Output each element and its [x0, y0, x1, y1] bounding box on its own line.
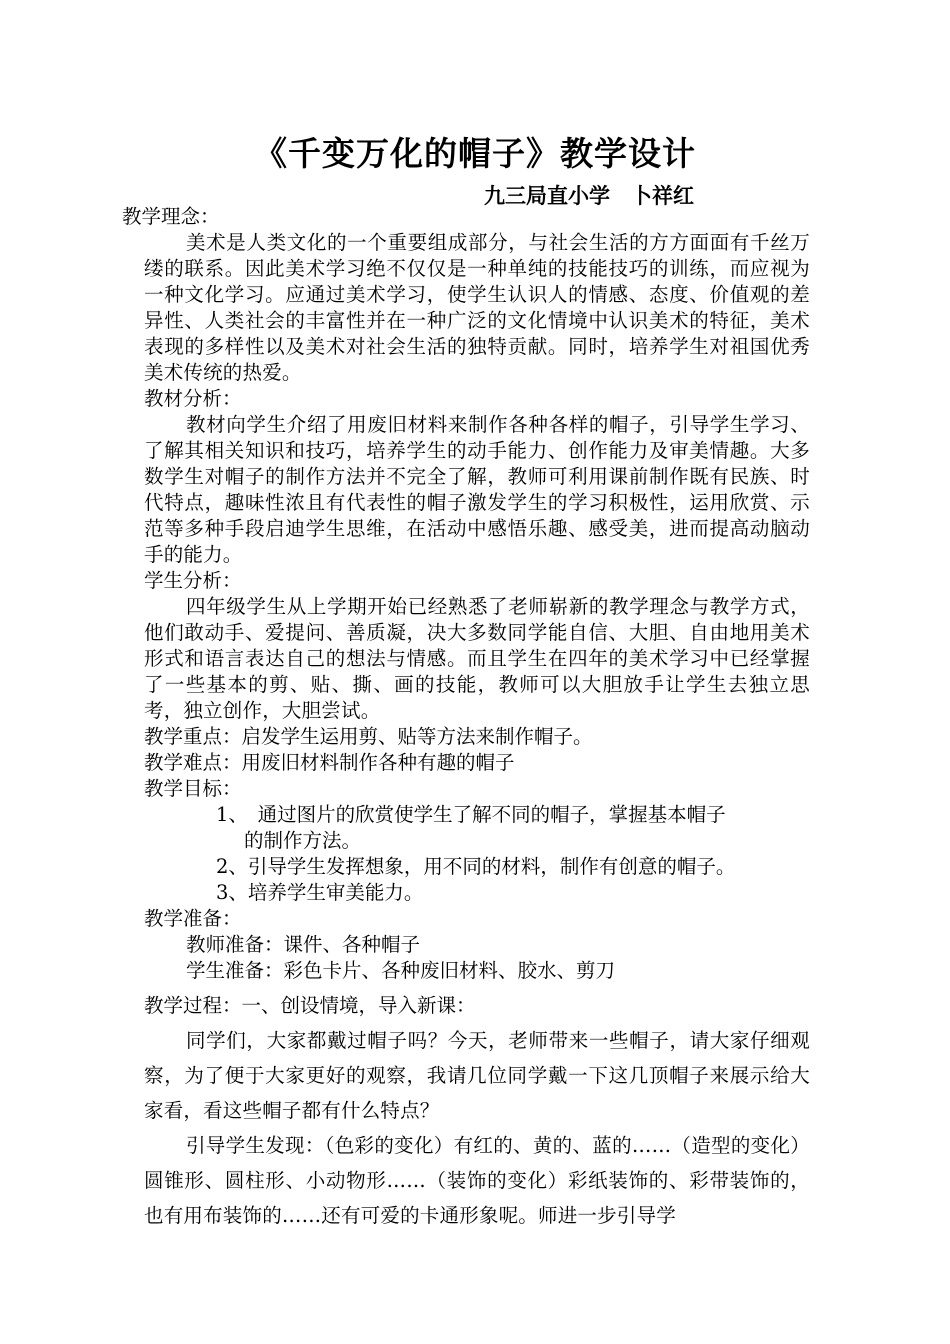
key-point: 教学重点：启发学生运用剪、贴等方法来制作帽子。: [144, 725, 593, 748]
student-prep: 学生准备：彩色卡片、各种废旧材料、胶水、剪刀: [186, 959, 616, 982]
prep-heading: 教学准备：: [144, 907, 242, 930]
philosophy-heading: 教学理念：: [122, 205, 220, 228]
material-heading: 教材分析：: [144, 387, 242, 410]
goal-item-2: 2、引导学生发挥想象，用不同的材料，制作有创意的帽子。: [216, 855, 736, 878]
philosophy-paragraph: 美术是人类文化的一个重要组成部分，与社会生活的方方面面有千丝万缕的联系。因此美术学习绝不仅仅是一种单纯的技能技巧的训练，而应视为一种文化学习。应通过美术学习，使学生认识人的情感、态度、价值观的差异性、人类社会的丰富性并在一种广泛的文化情境中认识美术的特征，美术表现的多样性以及美术对社会生活的独特贡献。同时，培养学生对祖国优秀美术传统的热爱。: [144, 231, 810, 384]
goal-item-1-continued: 的制作方法。: [244, 829, 362, 852]
document-author: 九三局直小学 卜祥红: [484, 184, 694, 208]
goal-item-3: 3、培养学生审美能力。: [216, 881, 424, 904]
document-body: [122, 204, 810, 1233]
goal-item-1: 1、 通过图片的欣赏使学生了解不同的帽子，掌握基本帽子: [216, 803, 726, 826]
process-paragraph-2: 引导学生发现：（色彩的变化）有红的、黄的、蓝的……（造型的变化）圆锥形、圆柱形、小动物形……（装饰的变化）彩纸装饰的、彩带装饰的，也有用布装饰的……还有可爱的卡通形象呢。师进一步引导学: [144, 1134, 810, 1227]
difficulty-point: 教学难点：用废旧材料制作各种有趣的帽子: [144, 751, 515, 774]
student-heading: 学生分析：: [144, 569, 242, 592]
student-paragraph: 四年级学生从上学期开始已经熟悉了老师崭新的教学理念与教学方式，他们敢动手、爱提问、善质凝，决大多数同学能自信、大胆、自由地用美术形式和语言表达自己的想法与情感。而且学生在四年的美术学习中已经掌握了一些基本的剪、贴、撕、画的技能，教师可以大胆放手让学生去独立思考，独立创作，大胆尝试。: [144, 595, 810, 722]
process-heading: 教学过程：一、创设情境，导入新课：: [144, 994, 476, 1017]
document-title: 《千变万化的帽子》教学设计: [254, 134, 696, 173]
goals-heading: 教学目标：: [144, 777, 242, 800]
teacher-prep: 教师准备：课件、各种帽子: [186, 933, 421, 956]
material-paragraph: 教材向学生介绍了用废旧材料来制作各种各样的帽子，引导学生学习、了解其相关知识和技巧，培养学生的动手能力、创作能力及审美情趣。大多数学生对帽子的制作方法并不完全了解，教师可利用课前制作既有民族、时代特点，趣味性浓且有代表性的帽子激发学生的学习积极性，运用欣赏、示范等多种手段启迪学生思维，在活动中感悟乐趣、感受美，进而提高动脑动手的能力。: [144, 413, 810, 566]
process-paragraph-1: 同学们，大家都戴过帽子吗？今天，老师带来一些帽子，请大家仔细观察，为了便于大家更好的观察，我请几位同学戴一下这几顶帽子来展示给大家看，看这些帽子都有什么特点？: [144, 1029, 810, 1122]
